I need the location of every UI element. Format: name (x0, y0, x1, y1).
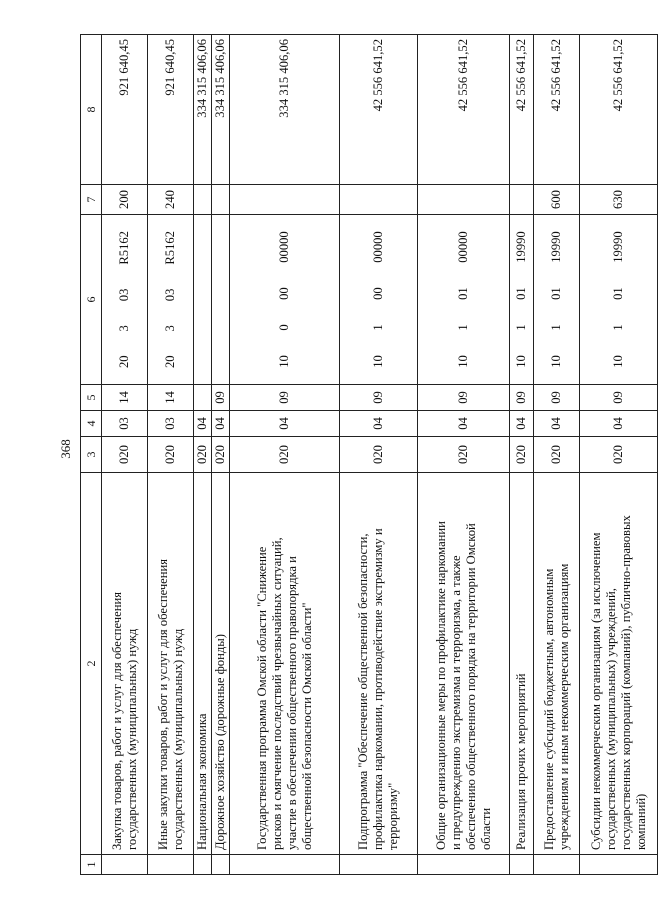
cell-description (148, 473, 194, 855)
target-code-part: 03 (117, 288, 131, 302)
target-code-parts (277, 219, 292, 380)
cell-subsection-code: 14 (148, 385, 194, 411)
target-code-parts (163, 219, 178, 380)
target-code-part: 3 (117, 325, 131, 332)
description-line: государственных (муниципальных) нужд (124, 628, 139, 850)
target-code-part: 1 (514, 324, 528, 331)
target-code-parts (514, 219, 529, 380)
cell-amount: 921 640,45 (148, 35, 194, 185)
cell-ministry-code: 020 (194, 437, 212, 473)
cell-subsection-code (194, 385, 212, 411)
rotated-page-content (58, 35, 648, 875)
target-code-parts (456, 219, 471, 380)
cell-expense-type: 630 (580, 185, 658, 215)
cell-expense-type (510, 185, 534, 215)
cell-ministry-code: 020 (102, 437, 148, 473)
cell-description (340, 473, 418, 855)
description-line: общественной безопасности Омской области" (299, 602, 314, 850)
target-code-part: 1 (371, 324, 385, 331)
cell-target-code (418, 215, 510, 385)
cell-section-code: 04 (510, 411, 534, 437)
cell-subsection-code: 09 (230, 385, 340, 411)
description-line: государственных корпораций (компаний), публично-правовых (618, 515, 633, 850)
cell-section-code: 04 (534, 411, 580, 437)
cell-subsection-code: 09 (418, 385, 510, 411)
cell-description (212, 473, 230, 855)
target-code-part: 00 (371, 287, 385, 300)
description-line: Предоставление субсидий бюджетным, автономным (541, 568, 556, 850)
table-row (340, 35, 418, 875)
target-code-part: 19990 (549, 231, 563, 263)
target-code-part: R5162 (117, 231, 131, 265)
cell-description (418, 473, 510, 855)
cell-subsection-code: 09 (510, 385, 534, 411)
cell-section-code: 04 (212, 411, 230, 437)
description-line: Подпрограмма "Обеспечение общественной безопасности, (356, 533, 370, 850)
description-line: терроризму" (386, 782, 400, 850)
table-row (510, 35, 534, 875)
cell-col1 (510, 855, 534, 875)
table-row (418, 35, 510, 875)
cell-ministry-code: 020 (534, 437, 580, 473)
cell-ministry-code: 020 (418, 437, 510, 473)
description-line: Общие организационные меры по профилактике наркомании (433, 521, 448, 850)
cell-amount: 334 315 406,06 (230, 35, 340, 185)
target-code-part: 10 (514, 355, 528, 368)
target-code-part: 1 (611, 324, 625, 331)
target-code-part: 19990 (611, 231, 625, 263)
cell-col1 (148, 855, 194, 875)
target-code-part: 10 (456, 355, 470, 368)
cell-target-code (102, 215, 148, 385)
cell-target-code (580, 215, 658, 385)
cell-col1 (340, 855, 418, 875)
description-line: участие в обеспечении общественного правопорядка и (284, 556, 299, 850)
cell-expense-type (230, 185, 340, 215)
description-line: учреждениям и иным некоммерческим организациям (556, 563, 571, 850)
column-number: 2 (81, 473, 102, 855)
target-code-part: 01 (611, 287, 625, 300)
cell-description (230, 473, 340, 855)
target-code-part: 01 (549, 287, 563, 300)
description-line: обеспечению общественного порядка на территории Омской (463, 523, 478, 850)
description-line: и предупреждению экстремизма и терроризма, а также (448, 555, 463, 850)
cell-target-code (148, 215, 194, 385)
cell-ministry-code: 020 (510, 437, 534, 473)
cell-expense-type: 600 (534, 185, 580, 215)
cell-expense-type: 200 (102, 185, 148, 215)
cell-amount: 42 556 641,52 (534, 35, 580, 185)
target-code-part: 0 (277, 324, 291, 331)
target-code-part: 03 (163, 288, 177, 302)
cell-target-code (212, 215, 230, 385)
cell-expense-type (340, 185, 418, 215)
cell-section-code: 04 (418, 411, 510, 437)
description-line: профилактика наркомании, противодействие экстремизму и (371, 528, 385, 850)
cell-section-code: 03 (102, 411, 148, 437)
cell-ministry-code: 020 (230, 437, 340, 473)
cell-amount: 42 556 641,52 (418, 35, 510, 185)
target-code-part: 20 (117, 355, 131, 369)
cell-subsection-code: 09 (340, 385, 418, 411)
target-code-parts (371, 219, 386, 380)
target-code-part: 00000 (371, 231, 385, 263)
description-line: рисков и смягчение последствий чрезвычайных ситуаций, (269, 537, 284, 850)
column-number: 5 (81, 385, 102, 411)
target-code-part: R5162 (163, 231, 177, 265)
table-row (194, 35, 212, 875)
cell-section-code: 04 (580, 411, 658, 437)
cell-ministry-code: 020 (340, 437, 418, 473)
table-row (534, 35, 580, 875)
target-code-part: 00 (277, 287, 291, 300)
cell-description (510, 473, 534, 855)
cell-col1 (194, 855, 212, 875)
target-code-part: 10 (277, 355, 291, 368)
target-code-part: 10 (549, 355, 563, 368)
cell-amount: 921 640,45 (102, 35, 148, 185)
table-row (212, 35, 230, 875)
cell-expense-type (418, 185, 510, 215)
cell-amount: 42 556 641,52 (340, 35, 418, 185)
description-line: государственных (муниципальных) учреждений, (603, 588, 618, 850)
target-code-parts (611, 219, 626, 380)
table-row (230, 35, 340, 875)
target-code-part: 01 (456, 287, 470, 300)
description-line: компаний) (633, 793, 648, 850)
cell-col1 (580, 855, 658, 875)
description-line: Реализация прочих мероприятий (514, 673, 528, 850)
cell-amount: 42 556 641,52 (580, 35, 658, 185)
column-number: 7 (81, 185, 102, 215)
cell-description (534, 473, 580, 855)
cell-amount: 42 556 641,52 (510, 35, 534, 185)
description-line: государственных (муниципальных) нужд (170, 628, 185, 850)
table-row (148, 35, 194, 875)
cell-ministry-code: 020 (580, 437, 658, 473)
target-code-part: 01 (514, 287, 528, 300)
column-number-row (81, 35, 102, 875)
column-number: 1 (81, 855, 102, 875)
target-code-parts (549, 219, 564, 380)
cell-col1 (230, 855, 340, 875)
target-code-part: 00000 (456, 231, 470, 263)
table-row (102, 35, 148, 875)
cell-section-code: 04 (194, 411, 212, 437)
table-row (580, 35, 658, 875)
budget-table (80, 34, 658, 875)
cell-subsection-code: 14 (102, 385, 148, 411)
cell-expense-type (194, 185, 212, 215)
target-code-part: 1 (549, 324, 563, 331)
cell-target-code (194, 215, 212, 385)
description-line: области (478, 807, 493, 850)
description-line: Государственная программа Омской области "Снижение (254, 546, 269, 850)
cell-expense-type: 240 (148, 185, 194, 215)
cell-ministry-code: 020 (212, 437, 230, 473)
cell-col1 (418, 855, 510, 875)
cell-target-code (534, 215, 580, 385)
description-line: Закупка товаров, работ и услуг для обеспечения (109, 591, 124, 850)
cell-subsection-code: 09 (212, 385, 230, 411)
description-line: Иные закупки товаров, работ и услуг для обеспечения (155, 558, 170, 850)
cell-expense-type (212, 185, 230, 215)
cell-target-code (510, 215, 534, 385)
cell-subsection-code: 09 (534, 385, 580, 411)
column-number: 4 (81, 411, 102, 437)
column-number: 6 (81, 215, 102, 385)
cell-section-code: 04 (340, 411, 418, 437)
description-line: Субсидии некоммерческим организациям (за исключением (588, 532, 603, 850)
cell-subsection-code: 09 (580, 385, 658, 411)
target-code-part: 3 (163, 325, 177, 332)
cell-col1 (102, 855, 148, 875)
cell-ministry-code: 020 (148, 437, 194, 473)
cell-col1 (212, 855, 230, 875)
description-line: Дорожное хозяйство (дорожные фонды) (213, 634, 227, 850)
target-code-parts (117, 219, 132, 380)
column-number: 8 (81, 35, 102, 185)
cell-amount: 334 315 406,06 (212, 35, 230, 185)
target-code-part: 20 (163, 355, 177, 369)
target-code-part: 19990 (514, 231, 528, 263)
target-code-part: 10 (611, 355, 625, 368)
cell-description (102, 473, 148, 855)
column-number: 3 (81, 437, 102, 473)
cell-description (580, 473, 658, 855)
target-code-part: 1 (456, 324, 470, 331)
cell-target-code (340, 215, 418, 385)
cell-amount: 334 315 406,06 (194, 35, 212, 185)
page-number: 368 (58, 439, 73, 459)
cell-col1 (534, 855, 580, 875)
cell-description (194, 473, 212, 855)
description-line: Национальная экономика (195, 713, 209, 850)
cell-target-code (230, 215, 340, 385)
target-code-part: 00000 (277, 231, 291, 263)
cell-section-code: 04 (230, 411, 340, 437)
target-code-part: 10 (371, 355, 385, 368)
cell-section-code: 03 (148, 411, 194, 437)
